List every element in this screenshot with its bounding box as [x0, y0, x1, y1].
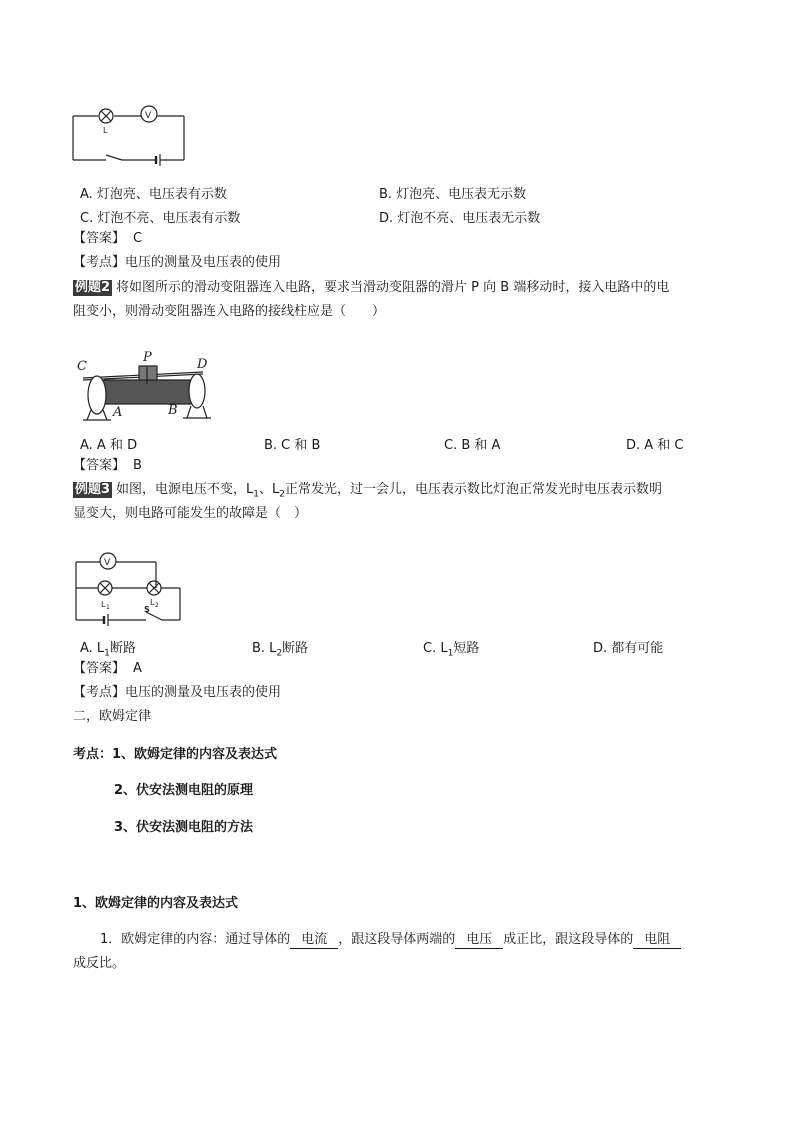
option-d: D. 都有可能 — [593, 641, 664, 656]
option-b: B. 灯泡亮、电压表无示数 — [379, 187, 527, 202]
example-badge: 例题3 — [75, 482, 111, 497]
svg-text:B: B — [168, 403, 178, 418]
question-2-line-2: 阻变小，则滑动变阻器连入电路的接线柱应是（ ） — [73, 304, 386, 319]
question-2-line-1: 例题2 将如图所示的滑动变阻器连入电路，要求当滑动变阻器的滑片 P 向 B 端移动时，接入电路中的电 — [75, 280, 670, 295]
example-badge: 例题2 — [75, 280, 111, 295]
question-3-line-1: 例题3 如图，电源电压不变，$L_1$、$L_2$正常发光，过一会儿，电压表示数比灯泡正常发光时电压表示数明 — [75, 482, 663, 500]
svg-text:L: L — [150, 598, 155, 607]
sub-heading: 1、欧姆定律的内容及表达式 — [73, 896, 239, 911]
rheostat-figure — [75, 350, 215, 425]
svg-text:L: L — [103, 126, 108, 135]
question-3-line-2: 显变大，则电路可能发生的故障是（ ） — [73, 506, 308, 521]
option-c: C. 灯泡不亮、电压表有示数 — [80, 211, 241, 226]
svg-text:D: D — [197, 357, 208, 372]
svg-text:V: V — [104, 558, 111, 568]
svg-text:P: P — [143, 350, 152, 365]
option-b: B. $L_2$断路 — [252, 641, 309, 659]
option-d: D. A 和 C — [626, 438, 684, 453]
circuit-figure-1 — [70, 100, 190, 166]
svg-text:2: 2 — [155, 602, 159, 609]
option-a: A. $L_1$断路 — [80, 641, 136, 659]
ohm-law-paragraph-line-2: 成反比。 — [73, 956, 126, 971]
ohm-law-paragraph-line-1: 1．欧姆定律的内容：通过导体的 电流 ，跟这段导体两端的 电压 成正比，跟这段导体的 电阻 — [100, 932, 681, 949]
kaodian-line-3: 【考点】电压的测量及电压表的使用 — [73, 685, 282, 700]
answer-line-2: 【答案】 B — [73, 458, 142, 473]
option-b: B. C 和 B — [264, 438, 321, 453]
answer-line-3: 【答案】 A — [73, 661, 142, 676]
option-d: D. 灯泡不亮、电压表无示数 — [379, 211, 541, 226]
option-a: A. A 和 D — [80, 438, 138, 453]
svg-text:V: V — [145, 111, 152, 121]
switch-icon — [106, 155, 122, 160]
section-heading: 二，欧姆定律 — [73, 709, 152, 724]
kaodian-item-2: 2、伏安法测电阻的原理 — [114, 783, 254, 798]
svg-text:C: C — [77, 359, 87, 374]
kaodian-item-3: 3、伏安法测电阻的方法 — [114, 820, 254, 835]
answer-line-1: 【答案】 C — [73, 231, 143, 246]
svg-text:1: 1 — [106, 604, 110, 611]
kaodian-item-1: 考点：1、欧姆定律的内容及表达式 — [73, 747, 278, 762]
svg-text:L: L — [101, 600, 106, 609]
option-a: A. 灯泡亮、电压表有示数 — [80, 187, 227, 202]
option-c: C. $L_1$短路 — [423, 641, 480, 659]
svg-text:A: A — [113, 405, 123, 420]
kaodian-line-1: 【考点】电压的测量及电压表的使用 — [73, 255, 282, 270]
option-c: C. B 和 A — [444, 438, 501, 453]
svg-text:S: S — [144, 605, 150, 614]
circuit-figure-3 — [72, 550, 187, 630]
